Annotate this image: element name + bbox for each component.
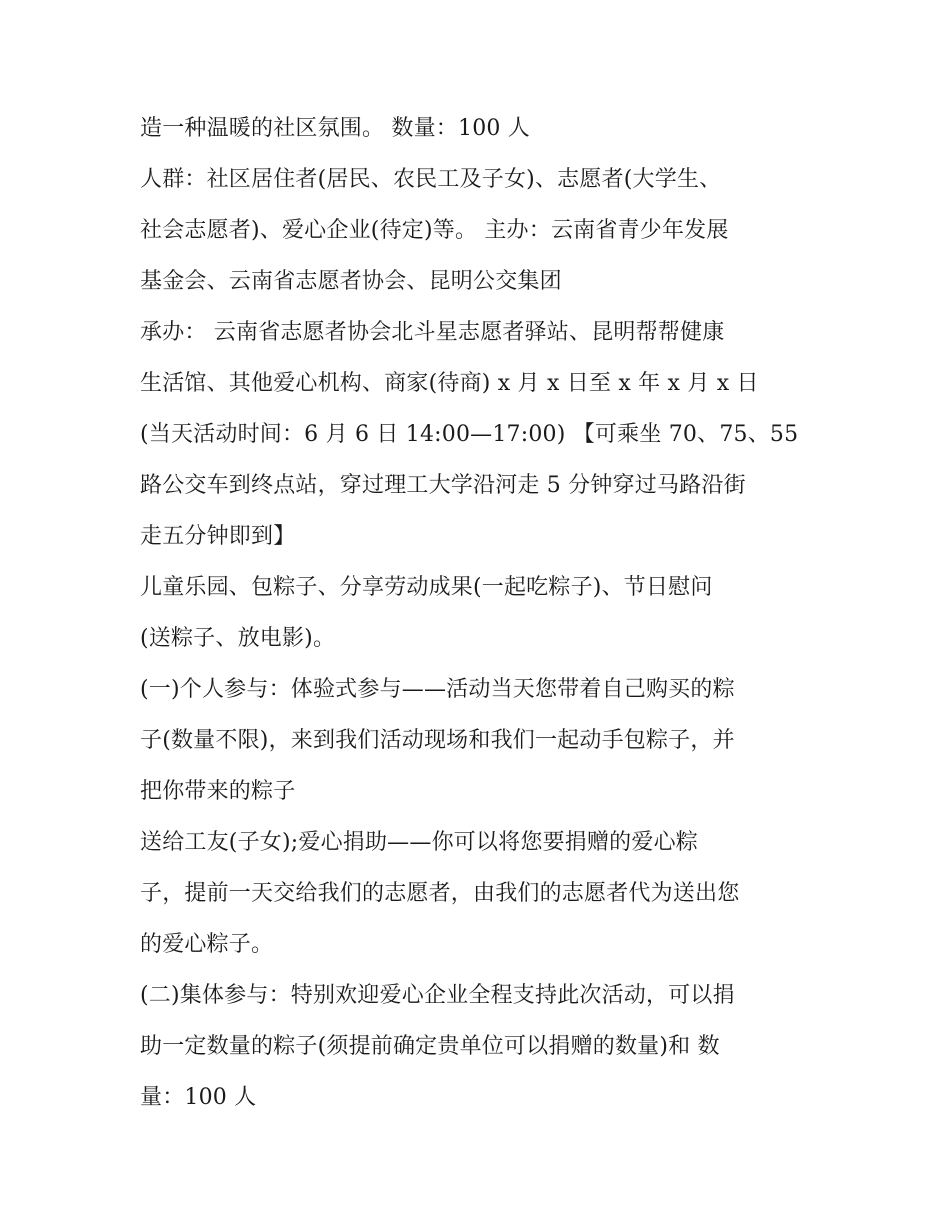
text-line: (一)个人参与：体验式参与——活动当天您带着自己购买的粽: [140, 677, 735, 702]
text-line: 量：100 人: [140, 1085, 257, 1110]
text-line: (二)集体参与：特别欢迎爱心企业全程支持此次活动，可以捐: [140, 983, 735, 1008]
text-line: 社会志愿者)、爱心企业(待定)等。 主办：云南省青少年发展: [140, 218, 729, 243]
text-line: 路公交车到终点站，穿过理工大学沿河走 5 分钟穿过马路沿街: [140, 473, 746, 498]
text-line: 造一种温暖的社区氛围。 数量：100 人: [140, 116, 530, 141]
text-line: 的爱心粽子。: [140, 932, 274, 957]
text-line: 子(数量不限)，来到我们活动现场和我们一起动手包粽子，并: [140, 728, 735, 753]
text-line: 承办： 云南省志愿者协会北斗星志愿者驿站、昆明帮帮健康: [140, 320, 725, 345]
text-line: 把你带来的粽子: [140, 779, 296, 804]
text-line: 人群：社区居住者(居民、农民工及子女)、志愿者(大学生、: [140, 167, 722, 192]
text-line: 助一定数量的粽子(须提前确定贵单位可以捐赠的数量)和 数: [140, 1034, 720, 1059]
text-line: 儿童乐园、包粽子、分享劳动成果(一起吃粽子)、节日慰问: [140, 575, 713, 600]
text-line: 走五分钟即到】: [140, 524, 296, 549]
document-body: [140, 103, 830, 1123]
text-line: 生活馆、其他爱心机构、商家(待商) x 月 x 日至 x 年 x 月 x 日: [140, 371, 759, 396]
text-line: 基金会、云南省志愿者协会、昆明公交集团: [140, 269, 562, 294]
text-line: 送给工友(子女);爱心捐助——你可以将您要捐赠的爱心粽: [140, 830, 698, 855]
text-line: 子，提前一天交给我们的志愿者，由我们的志愿者代为送出您: [140, 881, 740, 906]
text-line: (当天活动时间：6 月 6 日 14:00—17:00) 【可乘坐 70、75、55: [140, 422, 799, 447]
text-line: (送粽子、放电影)。: [140, 626, 336, 651]
